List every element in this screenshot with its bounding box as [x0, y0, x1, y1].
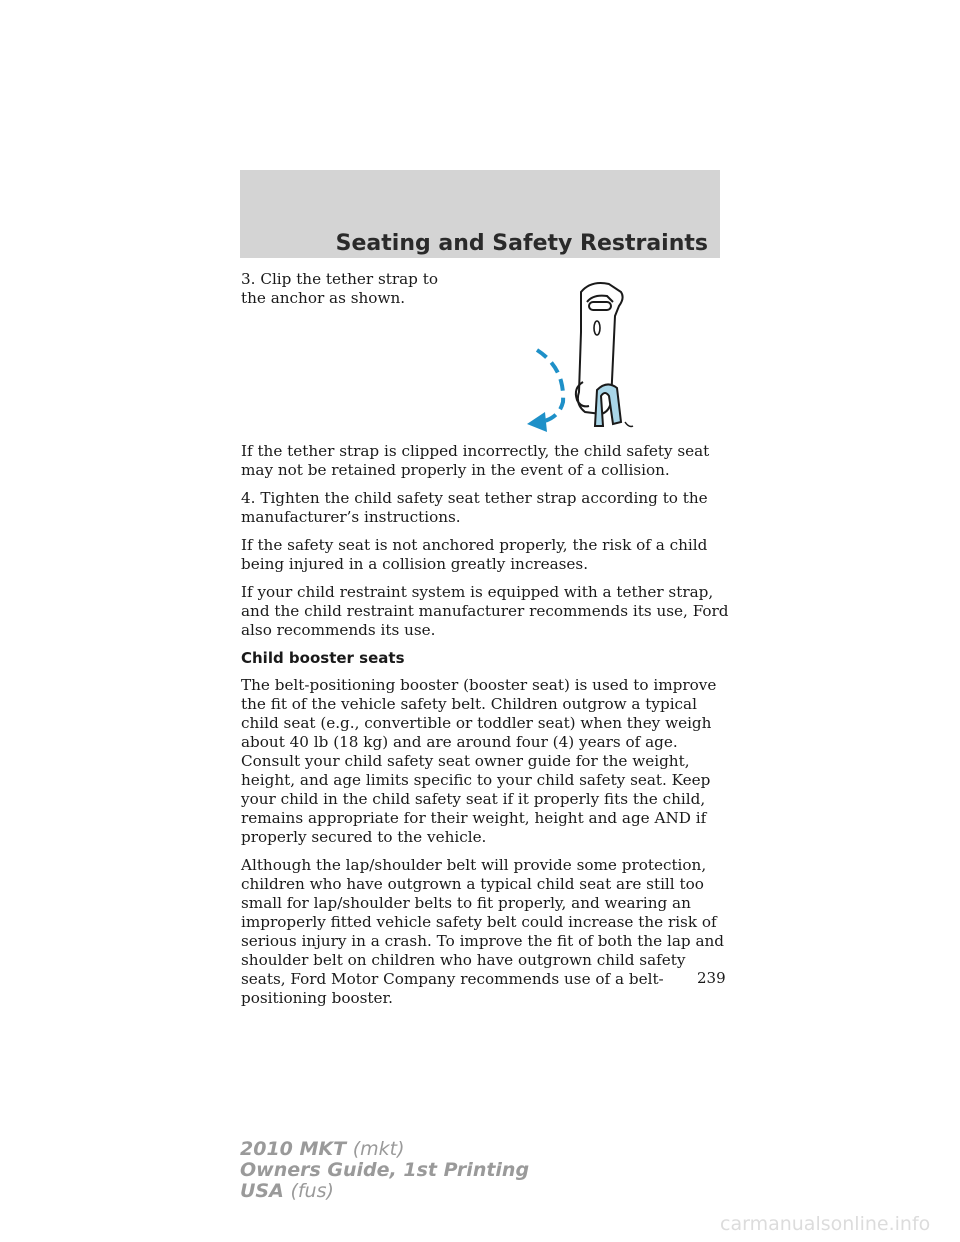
page-number: 239 — [697, 969, 726, 987]
footer-line-2: Owners Guide, 1st Printing — [240, 1159, 530, 1181]
paragraph: If the safety seat is not anchored properly, the risk of a child being injured in a collision greatly increases. — [241, 536, 708, 573]
footer-line-3 — [240, 1181, 529, 1202]
section-header-band — [240, 170, 720, 258]
step-3-block — [241, 270, 731, 442]
footer-model-code: (mkt) — [352, 1138, 405, 1160]
footer-market: USA — [240, 1180, 284, 1202]
paragraph: 4. Tighten the child safety seat tether strap according to the manufacturer’s instructions. — [241, 489, 708, 526]
watermark: carmanualsonline.info — [720, 1213, 931, 1235]
paragraph: If the tether strap is clipped incorrectly, the child safety seat may not be retained properly in the event of a collision. — [241, 442, 710, 479]
section-title: Seating and Safety Restraints — [335, 231, 708, 256]
footer-model: 2010 MKT — [240, 1138, 347, 1160]
subheading-child-booster-seats: Child booster seats — [241, 649, 405, 667]
paragraph: The belt-positioning booster (booster seat) is used to improve the fit of the vehicle safety belt. Children outgrow a typical child seat (e.g., convertible or toddler seat) when they weigh about 40 lb (18 kg) and are around four (4) years of age. Consult your child safety seat owner guide for the weight, height, and age limits specific to your child safety seat. Keep your child in the child safety seat if it properly fits the child, remains appropriate for their weight, height and age AND if properly secured to the vehicle. — [241, 676, 717, 846]
paragraph: Although the lap/shoulder belt will provide some protection, children who have outgrown a typical child seat are still too small for lap/shoulder belts to fit properly, and wearing an improperly fitted vehicle safety belt could increase the risk of serious injury in a crash. To improve the fit of both the lap and shoulder belt on children who have outgrown child safety seats, Ford Motor Company recommends use of a belt-positioning booster. — [241, 856, 724, 1007]
paragraph: If your child restraint system is equipped with a tether strap, and the child restraint manufacturer recommends its use, Ford also recommends its use. — [241, 583, 729, 639]
footer-line-1 — [240, 1139, 529, 1160]
step-3-text: 3. Clip the tether strap to the anchor as shown. — [241, 270, 438, 307]
page-content — [241, 270, 731, 1017]
footer-market-code: (fus) — [290, 1180, 334, 1202]
footer-print-info — [240, 1139, 529, 1202]
tether-anchor-illustration — [521, 272, 651, 442]
